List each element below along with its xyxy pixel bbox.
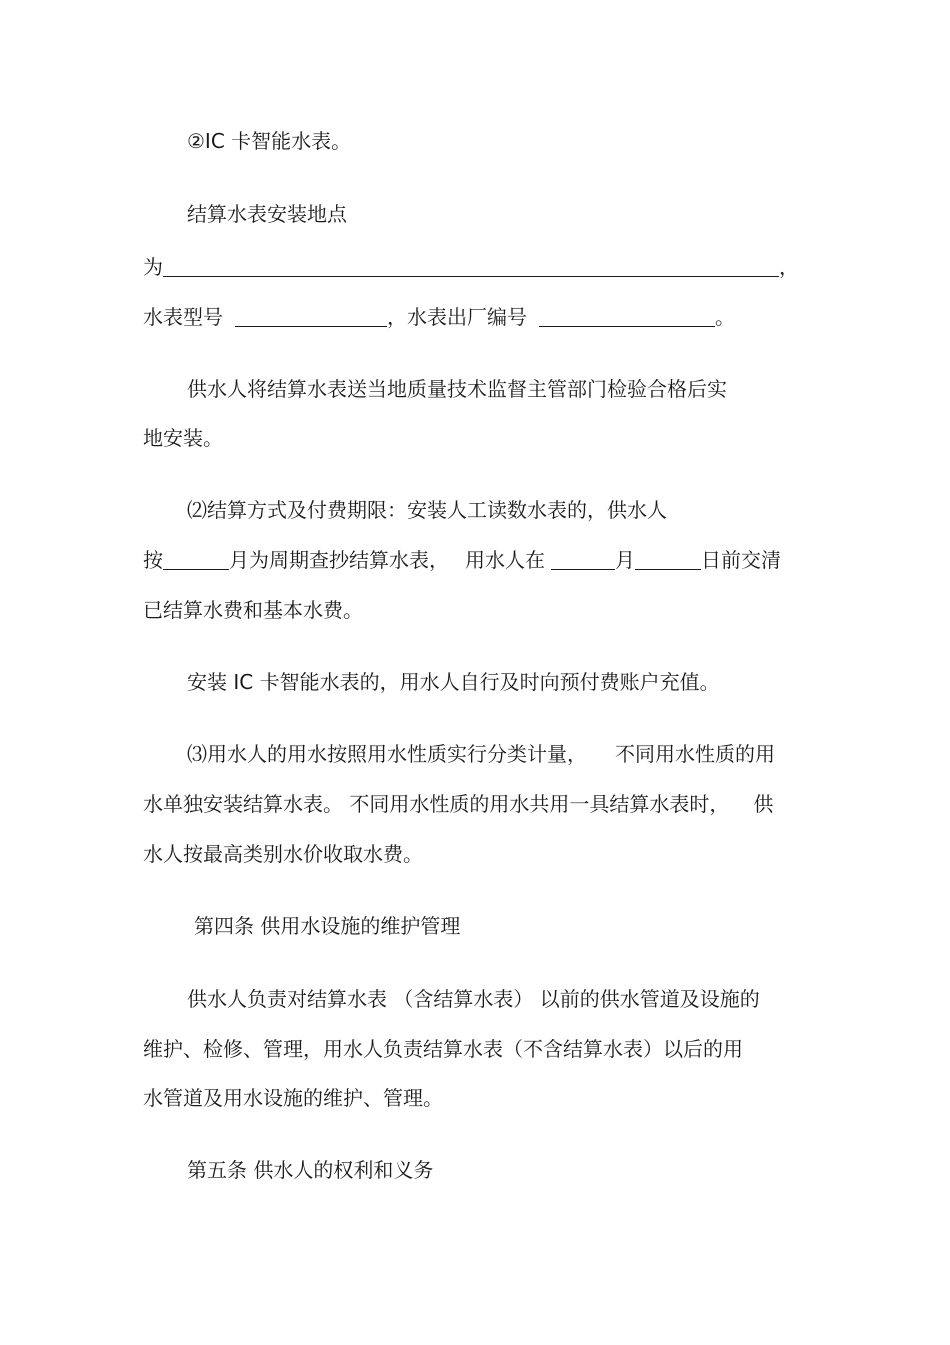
meter-location-end: ，: [779, 255, 799, 279]
settlement-month: 月: [615, 548, 635, 572]
settlement-month-cycle: 月为周期查抄结算水表，: [229, 548, 449, 572]
classify-line-2b: 供: [753, 792, 774, 816]
classify-line-1a: ⑶用水人的用水按照用水性质实行分类计量，: [187, 742, 587, 766]
inspection-line-1: 供水人将结算水表送当地质量技术监督主管部门检验合格后实: [187, 377, 727, 401]
classify-line-1: [187, 740, 775, 768]
maintenance-line-1: 供水人负责对结算水表 （含结算水表） 以前的供水管道及设施的: [187, 987, 760, 1011]
item-ic-meter: ②IC 卡智能水表。: [187, 129, 352, 153]
settlement-user: 用水人在: [465, 548, 545, 572]
meter-location-blank[interactable]: [163, 256, 779, 277]
article-4-title: 第四条 供用水设施的维护管理: [194, 914, 461, 938]
meter-location-line: [143, 253, 799, 281]
ic-prepaid-line: 安装 IC 卡智能水表的，用水人自行及时向预付费账户充值。: [187, 670, 720, 694]
meter-model-line: [143, 303, 735, 331]
settlement-day-blank[interactable]: [635, 549, 701, 570]
meter-serial-end: 。: [715, 305, 735, 329]
meter-serial-blank[interactable]: [539, 306, 715, 327]
settlement-cycle-blank[interactable]: [163, 549, 229, 570]
inspection-line-2: 地安装。: [143, 426, 223, 450]
meter-location-label: 结算水表安装地点: [187, 202, 347, 226]
meter-location-prefix: 为: [143, 255, 163, 279]
settlement-an: 按: [143, 548, 163, 572]
settlement-day: 日前交清: [701, 548, 781, 572]
settlement-month-blank[interactable]: [551, 549, 615, 570]
article-5-title: 第五条 供水人的权利和义务: [187, 1158, 434, 1182]
classify-line-2: [143, 790, 773, 818]
settlement-line-3: 已结算水费和基本水费。: [143, 598, 363, 622]
classify-line-1b: 不同用水性质的用: [615, 742, 775, 766]
classify-line-2a: 水单独安装结算水表。 不同用水性质的用水共用一具结算水表时，: [143, 792, 730, 816]
classify-line-3: 水人按最高类别水价收取水费。: [143, 842, 423, 866]
settlement-line-2: [143, 546, 781, 574]
maintenance-line-3: 水管道及用水设施的维护、管理。: [143, 1086, 443, 1110]
meter-serial-label: ，水表出厂编号: [387, 305, 527, 329]
settlement-line-1: ⑵结算方式及付费期限：安装人工读数水表的，供水人: [187, 498, 667, 522]
meter-model-label: 水表型号: [143, 305, 223, 329]
maintenance-line-2: 维护、检修、管理，用水人负责结算水表（不含结算水表）以后的用: [143, 1037, 743, 1061]
meter-model-blank[interactable]: [235, 306, 387, 327]
